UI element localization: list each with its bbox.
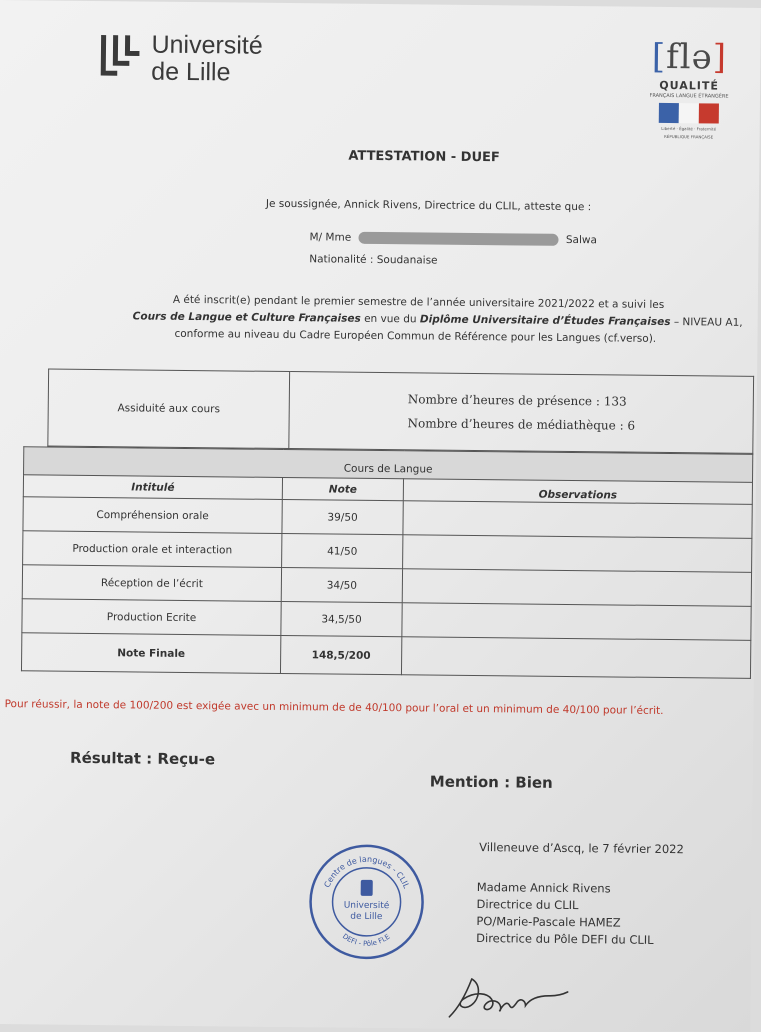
- fle-quality-label: [639, 37, 740, 140]
- row-observation: [403, 535, 752, 573]
- person-prefix: M/ Mme: [309, 231, 352, 244]
- university-name-line1: Université: [151, 30, 263, 60]
- university-name-line2: de Lille: [151, 57, 231, 87]
- stamp-logo-icon: [361, 880, 373, 896]
- row-grade: 39/50: [282, 499, 403, 534]
- nationality: Nationalité : Soudanaise: [309, 253, 438, 267]
- row-label: Réception de l’écrit: [22, 565, 281, 602]
- signatory-line: PO/Marie-Pascale HAMEZ: [476, 914, 621, 930]
- fle-logo: [flə]: [651, 36, 728, 78]
- fle-subtitle: FRANÇAIS LANGUE ÉTRANGÈRE: [649, 92, 729, 100]
- final-grade: 148,5/200: [280, 635, 401, 674]
- french-flag-icon: [659, 103, 719, 124]
- place-date: Villeneuve d’Ascq, le 7 février 2022: [479, 840, 684, 857]
- header-grade: Note: [282, 477, 403, 500]
- header-observations: Observations: [403, 479, 752, 505]
- stamp-center-line1: Université: [343, 900, 390, 912]
- fle-quality-text: QUALITÉ: [659, 78, 719, 93]
- presence-hours: Nombre d’heures de présence : 133: [407, 392, 627, 409]
- row-observation: [402, 603, 751, 641]
- grades-table: [21, 446, 753, 679]
- final-observation: [401, 637, 750, 679]
- paragraph-line3: conforme au niveau du Cadre Européen Commun de Référence pour les Langues (cf.verso).: [174, 327, 657, 345]
- redacted-name: [358, 232, 558, 246]
- attendance-values: [289, 372, 754, 454]
- row-label: Compréhension orale: [23, 497, 282, 534]
- level-text: – NIVEAU A1,: [670, 316, 743, 329]
- media-hours: Nombre d’heures de médiathèque : 6: [407, 416, 636, 433]
- republic-label: RÉPUBLIQUE FRANÇAISE: [664, 133, 714, 140]
- signatories: [476, 879, 654, 949]
- course-name: Cours de Langue et Culture Françaises: [132, 310, 361, 325]
- header-title: Intitulé: [23, 475, 282, 500]
- section-header: Cours de Langue: [24, 447, 753, 483]
- paragraph-line2: [133, 310, 743, 328]
- row-grade: 41/50: [282, 533, 403, 568]
- row-observation: [403, 501, 752, 539]
- attendance-label: Assiduité aux cours: [48, 369, 290, 449]
- university-mark-icon: [99, 33, 141, 79]
- row-grade: 34,5/50: [281, 601, 402, 636]
- row-label: Production Ecrite: [22, 599, 281, 636]
- stamp-center-line2: de Lille: [350, 911, 383, 923]
- attendance-table: [47, 369, 754, 454]
- flag-motto: Liberté · Égalité · Fraternité: [661, 125, 717, 132]
- stamp-top-text: Centre de langues - CLIL: [322, 854, 411, 890]
- paragraph-connector: en vue du: [360, 312, 420, 326]
- pass-requirement: Pour réussir, la note de 100/200 est exigée avec un minimum de de 40/100 pour l’oral et un minimum de 40/100 pour l’écrit.: [4, 698, 664, 717]
- signatory-line: Directrice du CLIL: [476, 897, 579, 913]
- person-name-suffix: Salwa: [565, 233, 598, 247]
- handwritten-signature: [441, 965, 572, 1026]
- document-title: ATTESTATION - DUEF: [348, 148, 500, 166]
- result: Résultat : Reçu-e: [69, 748, 216, 769]
- person-line: [309, 231, 597, 246]
- signatory-line: Madame Annick Rivens: [476, 880, 611, 896]
- mention: Mention : Bien: [429, 772, 553, 792]
- final-label: Note Finale: [21, 633, 280, 674]
- stamp-bottom-text: DEFI - Pôle FLE: [340, 932, 392, 948]
- row-grade: 34/50: [281, 567, 402, 602]
- signatory-line: Directrice du Pôle DEFI du CLIL: [476, 931, 654, 947]
- paragraph-line1: A été inscrit(e) pendant le premier semestre de l’année universitaire 2021/2022 et a suivi les: [172, 293, 665, 311]
- official-stamp: [306, 841, 427, 962]
- diploma-name: Diplôme Universitaire d’Études Françaises: [419, 313, 671, 329]
- row-observation: [402, 569, 751, 607]
- row-label: Production orale et interaction: [23, 531, 282, 568]
- intro-text: Je soussignée, Annick Rivens, Directrice du CLIL, atteste que :: [265, 197, 592, 214]
